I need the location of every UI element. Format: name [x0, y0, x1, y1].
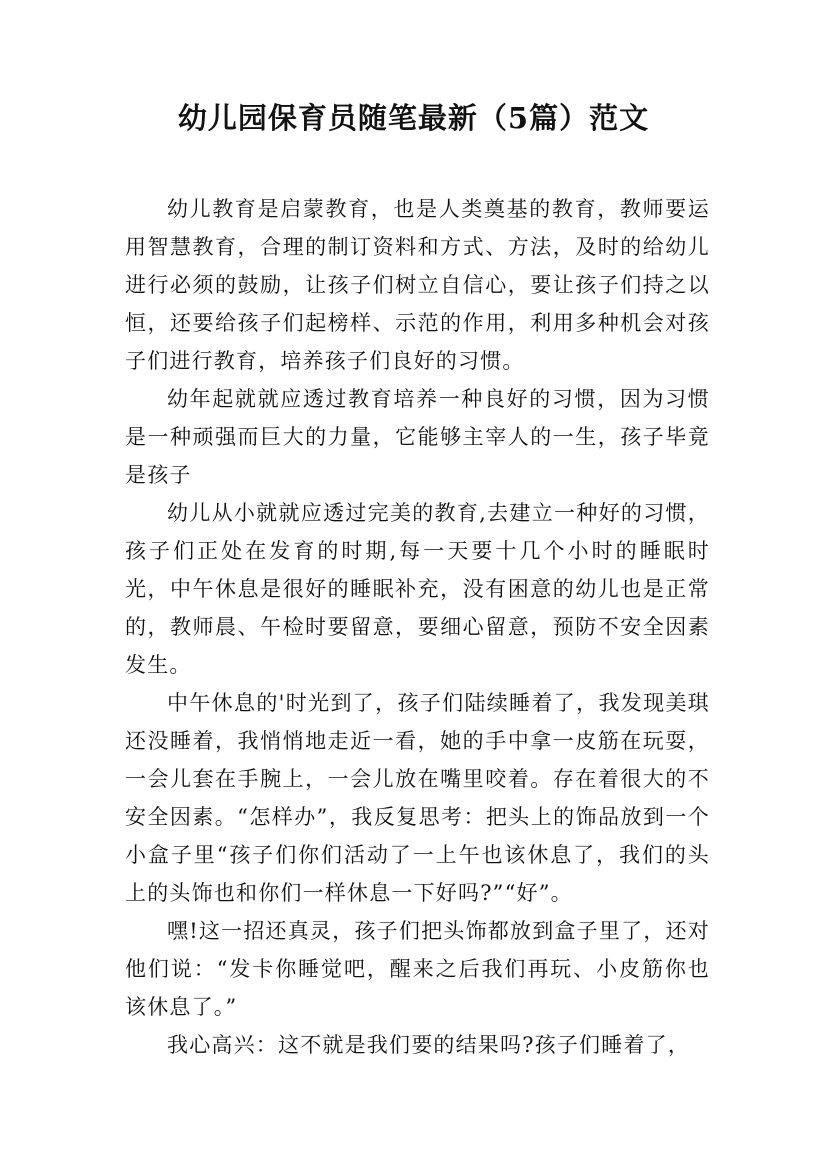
document-title: 幼儿园保育员随笔最新（5篇）范文: [177, 101, 650, 135]
paragraph-2: 幼年起就就应透过教育培养一种良好的习惯，因为习惯是一种顽强而巨大的力量，它能够主宰人的一生，孩子毕竟是孩子: [125, 387, 710, 487]
paragraph-1: 幼儿教育是启蒙教育，也是人类奠基的教育，教师要运用智慧教育，合理的制订资料和方式、方法，及时的给幼儿进行必须的鼓励，让孩子们树立自信心，要让孩子们持之以恒，还要给孩子们起榜样、示范的作用，利用多种机会对孩子们进行教育，培养孩子们良好的习惯。: [125, 197, 710, 373]
paragraph-4: 中午休息的'时光到了，孩子们陆续睡着了，我发现美琪还没睡着，我悄悄地走近一看，她的手中拿一皮筋在玩耍，一会儿套在手腕上，一会儿放在嘴里咬着。存在着很大的不安全因素。“怎样办”，我反复思考：把头上的饰品放到一个小盒子里“孩子们你们活动了一上午也该休息了，我们的头上的头饰也和你们一样休息一下好吗?”“好”。: [125, 691, 710, 905]
paragraph-3: 幼儿从小就就应透过完美的教育,去建立一种好的习惯，孩子们正处在发育的时期,每一天要十几个小时的睡眠时光，中午休息是很好的睡眠补充，没有困意的幼儿也是正常的，教师晨、午检时要留意，要细心留意，预防不安全因素发生。: [125, 501, 710, 677]
paragraph-6: 我心高兴：这不就是我们要的结果吗?孩子们睡着了，: [167, 1033, 691, 1057]
document-body: [125, 190, 710, 1064]
paragraph-5: 嘿!这一招还真灵，孩子们把头饰都放到盒子里了，还对他们说：“发卡你睡觉吧，醒来之后我们再玩、小皮筋你也该休息了。”: [125, 919, 710, 1019]
